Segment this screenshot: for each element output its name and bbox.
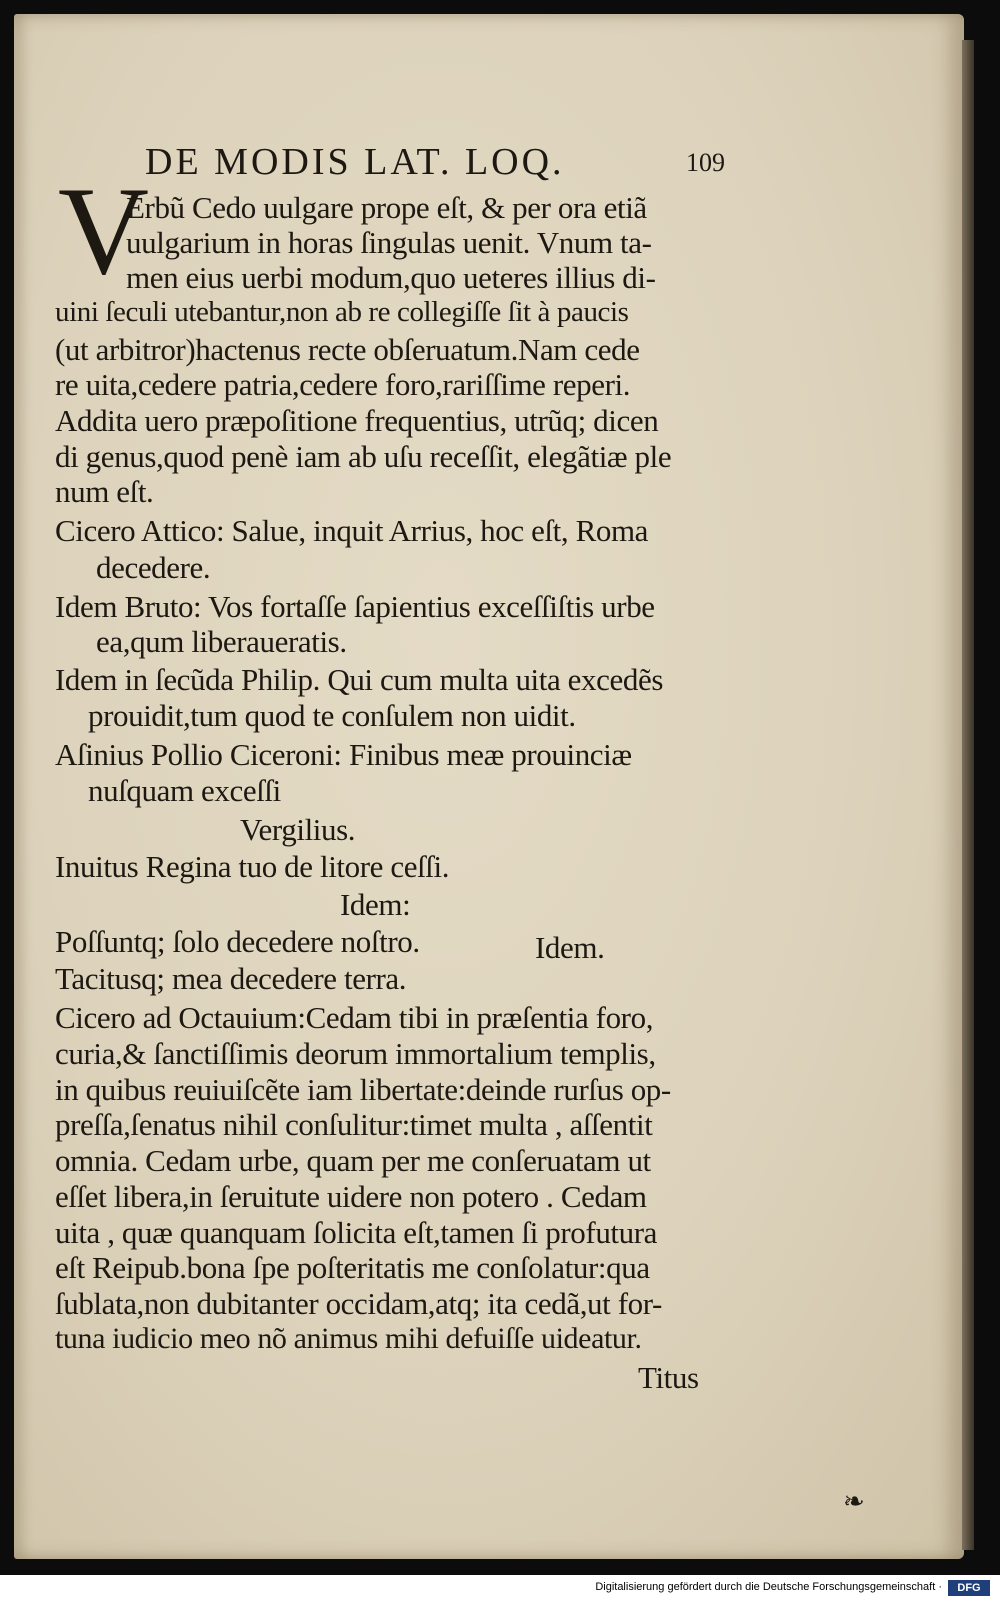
drop-cap-initial: V xyxy=(58,162,149,301)
printer-ornament-icon: ❧ xyxy=(843,1487,865,1516)
text-line: Erbũ Cedo uulgare prope eſt, & per ora etiã xyxy=(126,190,647,225)
text-line: Idem in ſecũda Philip. Qui cum multa uita excedẽs xyxy=(55,662,663,697)
text-line: Idem. xyxy=(535,930,605,965)
text-line: uini ſeculi utebantur,non ab re collegiſſe ſit à paucis xyxy=(55,296,629,328)
page-edge xyxy=(962,40,974,1550)
text-line: Addita uero præpoſitione frequentius, utrũq; dicen xyxy=(55,403,659,438)
dfg-logo: DFG xyxy=(948,1580,990,1596)
text-line: uita , quæ quanquam ſolicita eſt,tamen ſi profutura xyxy=(55,1215,658,1250)
text-line: Aſinius Pollio Ciceroni: Finibus meæ prouinciæ xyxy=(55,737,632,772)
text-line: ſublata,non dubitanter occidam,atq; ita cedã,ut for- xyxy=(55,1286,662,1321)
text-line: eſt Reipub.bona ſpe poſteritatis me conſolatur:qua xyxy=(55,1250,650,1285)
text-line: Vergilius. xyxy=(240,812,356,847)
text-line: decedere. xyxy=(96,550,211,585)
text-line: nuſquam exceſſi xyxy=(88,773,281,808)
text-line: in quibus reuiuiſcẽte iam libertate:deinde rurſus op- xyxy=(55,1072,671,1107)
text-line: men eius uerbi modum,quo ueteres illius di- xyxy=(126,260,656,295)
text-line: omnia. Cedam urbe, quam per me conſeruatam ut xyxy=(55,1143,651,1178)
text-line: (ut arbitror)hactenus recte obſeruatum.Nam cede xyxy=(55,332,640,367)
running-title: DE MODIS LAT. LOQ. xyxy=(145,141,565,183)
catchword: Titus xyxy=(638,1360,699,1395)
text-line: Inuitus Regina tuo de litore ceſſi. xyxy=(55,849,450,884)
text-line: Idem: xyxy=(340,887,411,922)
text-line: Idem Bruto: Vos fortaſſe ſapientius exceſſiſtis urbe xyxy=(55,589,655,624)
text-line: Cicero ad Octauium:Cedam tibi in præſentia foro, xyxy=(55,1000,654,1035)
digitization-footer xyxy=(0,1575,1000,1603)
text-line: Poſſuntq; ſolo decedere noſtro. xyxy=(55,924,420,959)
text-line: di genus,quod penè iam ab uſu receſſit, elegãtiæ ple xyxy=(55,439,672,474)
text-line: prouidit,tum quod te conſulem non uidit. xyxy=(88,698,576,733)
text-line: Cicero Attico: Salue, inquit Arrius, hoc eſt, Roma xyxy=(55,513,649,548)
text-line: Tacitusq; mea decedere terra. xyxy=(55,961,407,996)
text-line: tuna iudicio meo nõ animus mihi defuiſſe uideatur. xyxy=(55,1322,642,1355)
text-line: curia,& ſanctiſſimis deorum immortalium templis, xyxy=(55,1036,656,1071)
page-header xyxy=(145,140,725,186)
text-line: re uita,cedere patria,cedere foro,rariſſime reperi. xyxy=(55,367,631,402)
text-line: ea,qum liberaueratis. xyxy=(96,624,347,659)
page-number: 109 xyxy=(686,148,725,177)
text-line: preſſa,ſenatus nihil conſulitur:timet multa , aſſentit xyxy=(55,1107,653,1142)
text-line: num eſt. xyxy=(55,474,154,509)
text-line: uulgarium in horas ſingulas uenit. Vnum ta- xyxy=(126,225,652,260)
footer-credit: Digitalisierung gefördert durch die Deutsche Forschungsgemeinschaft · xyxy=(595,1581,942,1593)
text-line: eſſet libera,in ſeruitute uidere non potero . Cedam xyxy=(55,1179,647,1214)
